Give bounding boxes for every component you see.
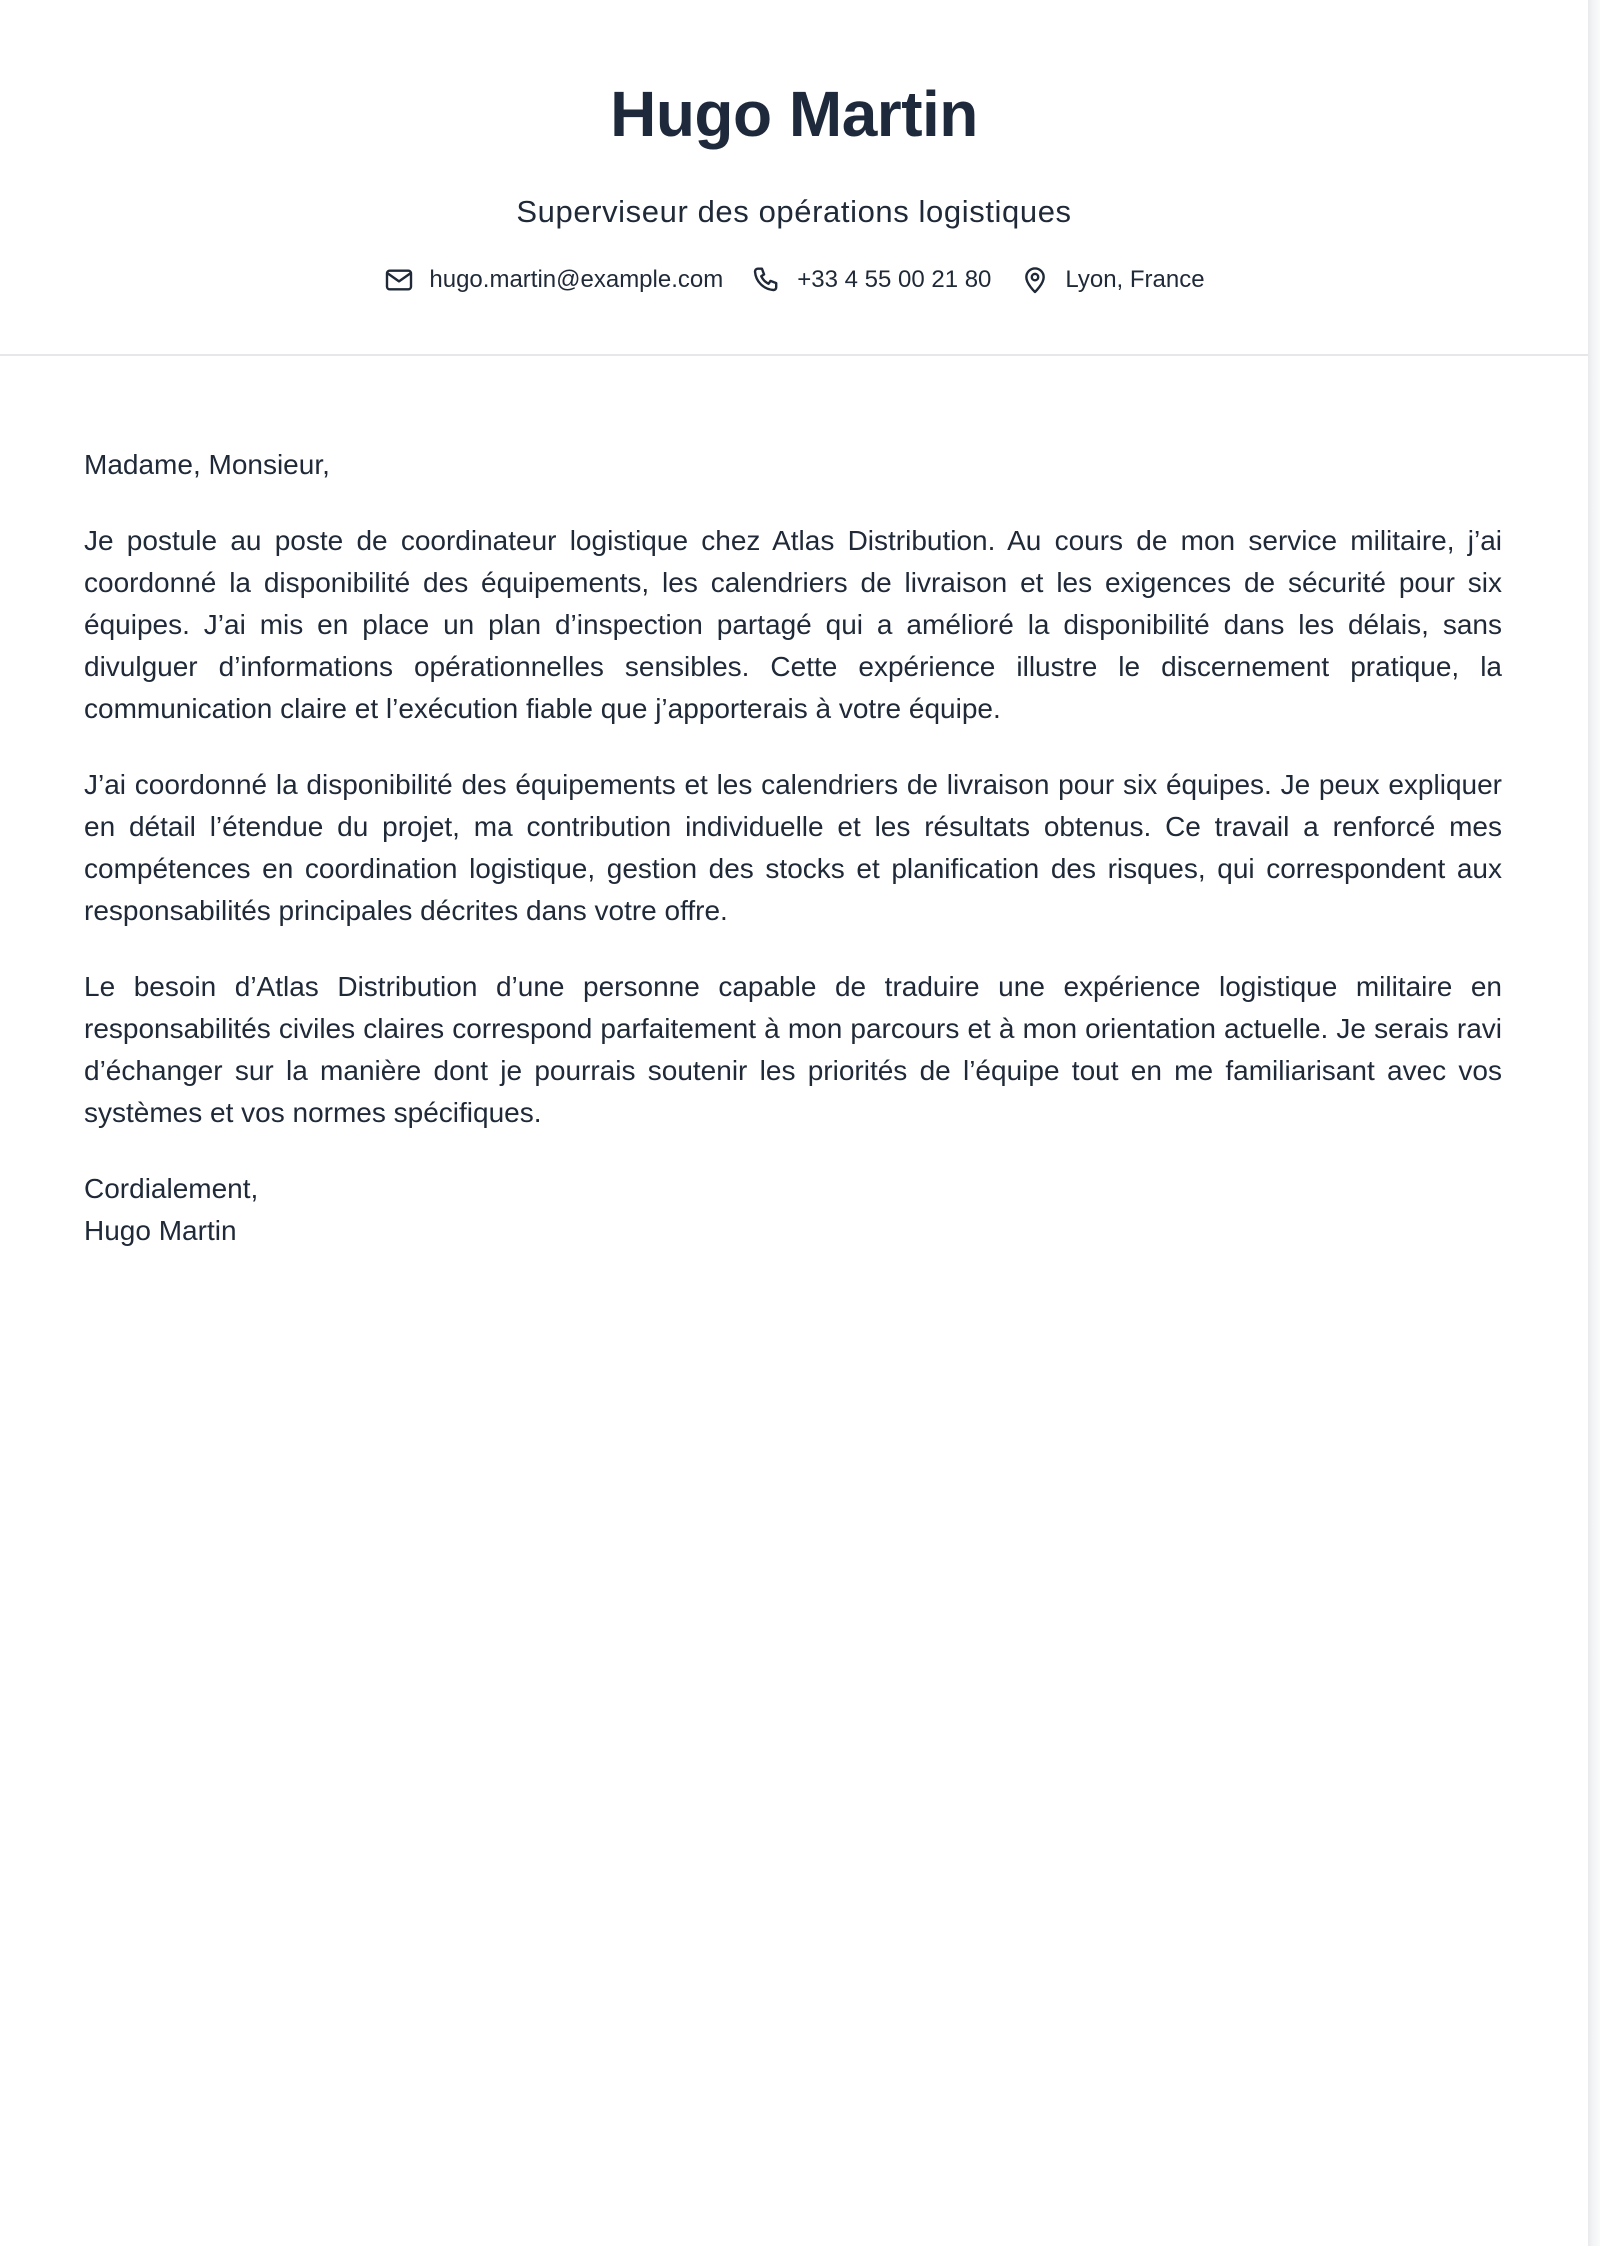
contact-location-text: Lyon, France	[1065, 266, 1205, 293]
contact-bar	[0, 262, 1588, 298]
map-pin-icon	[1019, 264, 1051, 296]
letter-body	[84, 444, 1502, 1252]
applicant-name: Hugo Martin	[610, 78, 978, 150]
paragraph-3: Le besoin d’Atlas Distribution d’une personne capable de traduire une expérience logistique militaire en responsabilités civiles claires correspond parfaitement à mon parcours et à mon orientation actuelle. Je serais ravi d’échanger sur la manière dont je pourrais soutenir les priorités de l’équipe tout en me familiarisant avec vos systèmes et vos normes spécifiques.	[84, 971, 1502, 1128]
salutation: Madame, Monsieur,	[84, 449, 330, 480]
applicant-role: Superviseur des opérations logistiques	[516, 194, 1072, 229]
paragraph-2: J’ai coordonné la disponibilité des équipements et les calendriers de livraison pour six équipes. Je peux expliquer en détail l’étendue du projet, ma contribution individuelle et les résultats obtenus. Ce travail a renforcé mes compétences en coordination logistique, gestion des stocks et planification des risques, qui correspondent aux responsabilités principales décrites dans votre offre.	[84, 769, 1502, 926]
closing: Cordialement,	[84, 1173, 259, 1204]
mail-icon	[383, 264, 415, 296]
contact-location	[1019, 262, 1204, 298]
contact-email-text[interactable]: hugo.martin@example.com	[429, 266, 724, 293]
page-edge-shadow	[1588, 0, 1600, 2246]
phone-icon	[751, 264, 783, 296]
letter-header	[0, 0, 1588, 356]
contact-email[interactable]	[383, 262, 723, 298]
contact-phone-text[interactable]: +33 4 55 00 21 80	[797, 266, 992, 293]
contact-phone[interactable]	[751, 262, 991, 298]
paragraph-1: Je postule au poste de coordinateur logistique chez Atlas Distribution. Au cours de mon service militaire, j’ai coordonné la disponibilité des équipements, les calendriers de livraison et les exigences de sécurité pour six équipes. J’ai mis en place un plan d’inspection partagé qui a amélioré la disponibilité dans les délais, sans divulguer d’informations opérationnelles sensibles. Cette expérience illustre le discernement pratique, la communication claire et l’exécution fiable que j’apporterais à votre équipe.	[84, 525, 1502, 724]
signature: Hugo Martin	[84, 1215, 237, 1246]
